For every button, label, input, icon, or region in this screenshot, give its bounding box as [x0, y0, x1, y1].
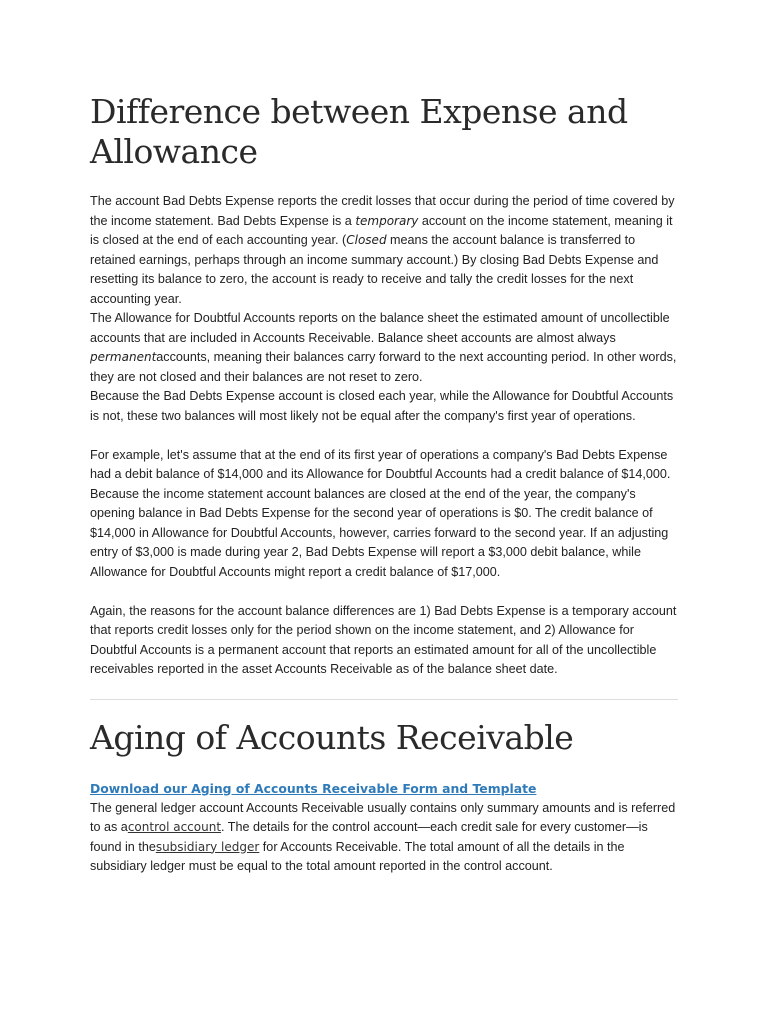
paragraph-control-account: [90, 799, 678, 877]
section-title-aging: Aging of Accounts Receivable: [90, 717, 574, 757]
emphasis-permanent: permanent: [90, 350, 157, 364]
emphasis-temporary: temporary: [355, 213, 419, 228]
paragraph-reasons: Again, the reasons for the account balance differences are 1) Bad Debts Expense is a temporary account that reports credit losses only for the period shown on the income statement, and 2) Allowance for Doubtful Accounts is a permanent account that reports an estimated amount for all of the uncollectible receivables reported in the asset Accounts Receivable as of the balance sheet date.: [90, 603, 677, 676]
section-title-expense-allowance: Difference between Expense and Allowance: [90, 92, 628, 171]
subsidiary-ledger-link[interactable]: subsidiary ledger: [155, 839, 260, 854]
text-run: The Allowance for Doubtful Accounts reports on the balance sheet the estimated amount of uncollectible accounts that are included in Accounts Receivable. Balance sheet accounts are almost always: [90, 311, 670, 345]
text-run: The account Bad Debts Expense reports the credit losses that occur during the period of time covered by the income statement. Bad Debts Expense is a: [90, 194, 675, 228]
text-run: The general ledger account Accounts Receivable usually contains only summary amounts and is referred to as a: [90, 800, 676, 834]
section-divider: [90, 699, 678, 700]
text-run: means the account balance is transferred to retained earnings, perhaps through an income summary account.) By closing Bad Debts Expense and resetting its balance to zero, the account is ready to receive and tally the credit losses for the next accounting year.: [90, 233, 659, 306]
paragraph-bad-debts-expense: [90, 192, 678, 309]
article-content: [90, 88, 678, 877]
text-run: for Accounts Receivable. The total amount of all the details in the subsidiary ledger must be equal to the total amount reported in the control account.: [90, 839, 625, 873]
paragraph-allowance: [90, 309, 678, 387]
paragraph-balances-not-equal: Because the Bad Debts Expense account is closed each year, while the Allowance for Doubtful Accounts is not, these two balances will most likely not be equal after the company's first year of operations.: [90, 389, 674, 423]
paragraph-example: For example, let's assume that at the end of its first year of operations a company's Bad Debts Expense had a debit balance of $14,000 and its Allowance for Doubtful Accounts had a credit balance of $14,000. Because the income statement account balances are closed at the end of the year, the company's opening balance in Bad Debts Expense for the second year of operations is $0. The credit balance of $14,000 in Allowance for Doubtful Accounts, however, carries forward to the second year. If an adjusting entry of $3,000 is made during year 2, Bad Debts Expense will report a $3,000 debit balance, while Allowance for Doubtful Accounts might report a credit balance of $17,000.: [90, 447, 671, 579]
emphasis-closed: Closed: [346, 233, 387, 247]
text-run: accounts, meaning their balances carry forward to the next accounting period. In other words, they are not closed and their balances are not reset to zero.: [90, 350, 677, 384]
control-account-link[interactable]: control account: [127, 820, 222, 834]
text-run: account on the income statement, meaning it is closed at the end of each accounting year. (: [90, 213, 673, 247]
text-run: . The details for the control account—each credit sale for every customer—is found in the: [90, 820, 648, 854]
download-template-link[interactable]: Download our Aging of Accounts Receivable Form and Template: [90, 780, 537, 796]
